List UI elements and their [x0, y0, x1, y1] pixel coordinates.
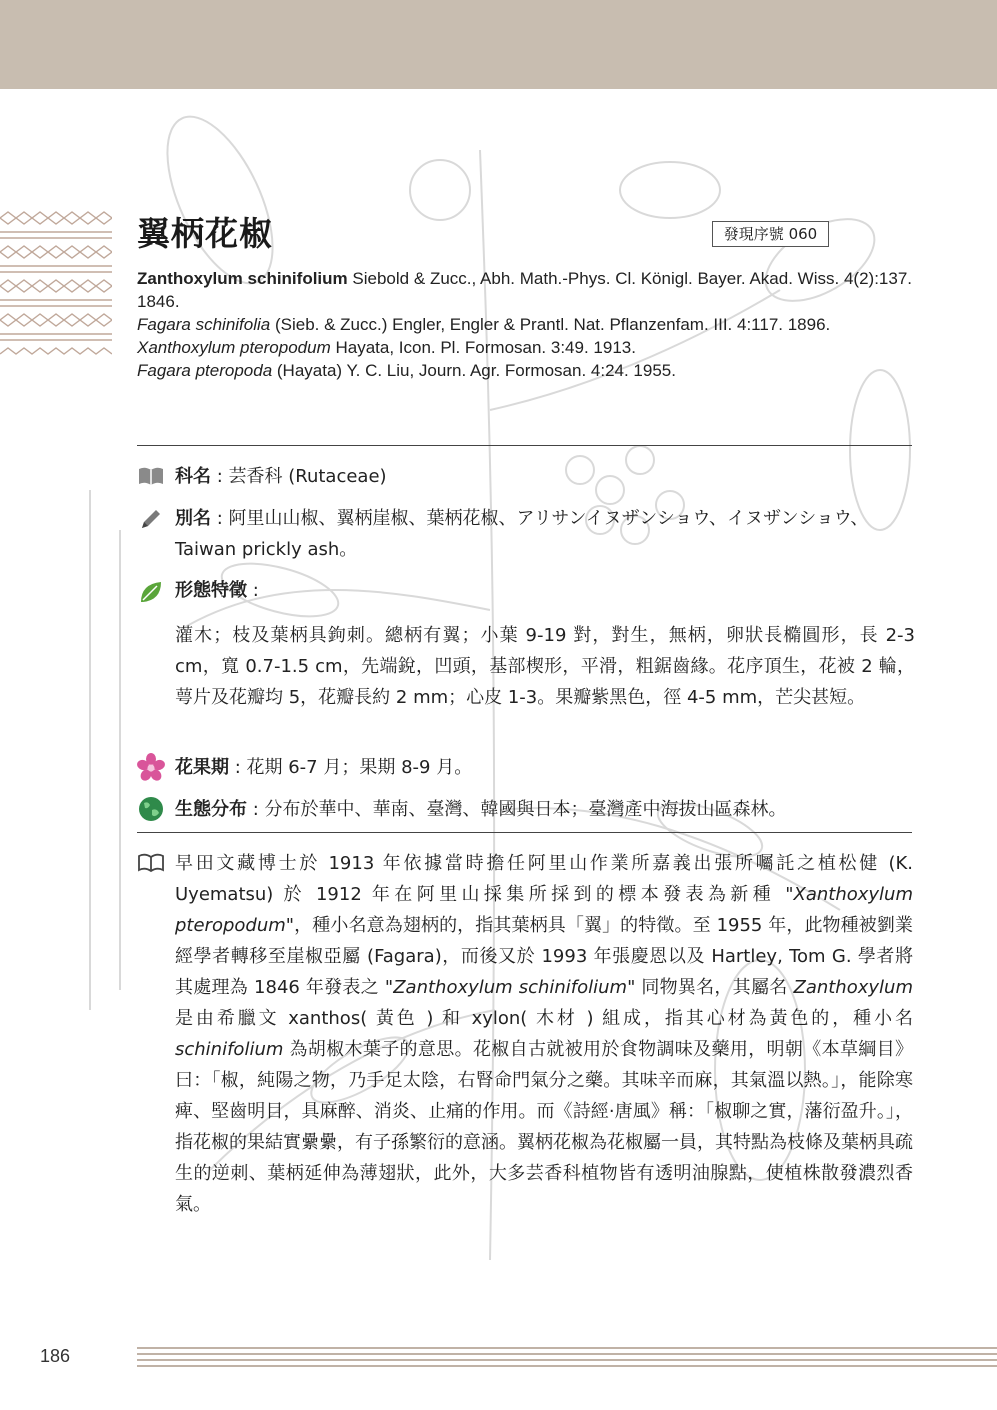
- citation-2: [137, 313, 912, 336]
- flower-icon: [137, 753, 165, 781]
- leaf-icon: [137, 578, 165, 606]
- essay-italic: Zanthoxylum: [793, 977, 913, 998]
- citation-name: Fagara pteropoda: [137, 361, 273, 380]
- essay-italic: schinifolium: [175, 1039, 284, 1060]
- essay-paragraph: [175, 848, 913, 1220]
- phenology-value: : 花期 6-7 月；果期 8-9 月。: [229, 757, 473, 778]
- divider-bottom: [137, 832, 912, 833]
- open-book-outline-icon: [137, 848, 165, 876]
- distribution-field: [175, 794, 915, 825]
- essay-segment: "，種小名意為翅柄的，指其葉柄具「翼」的特徵。至 1955 年，此物種被劉業經學者轉移至崖椒亞屬 (Fagara)，而後又於 1993 年張慶恩以及 Hartley, Tom G. 學者將其處理為 1846 年發表之 ": [175, 915, 913, 998]
- citation-detail: Siebold & Zucc., Abh. Math.-Phys. Cl. Königl. Bayer. Akad. Wiss. 4(2):137. 1846.: [137, 269, 913, 311]
- phenology-field: [175, 752, 915, 783]
- family-field: [175, 461, 915, 492]
- family-label: 科名: [175, 466, 211, 487]
- page-number: 186: [40, 1346, 71, 1366]
- morphology-text: 灌木；枝及葉柄具鉤刺。總柄有翼；小葉 9-19 對，對生，無柄，卵狀長橢圓形，長 2-3 cm，寬 0.7-1.5 cm，先端銳，凹頭，基部楔形，平滑，粗鋸齒緣。花序頂生，花被 2 輪，萼片及花瓣均 5，花瓣長約 2 mm；心皮 1-3。果瓣紫黑色，徑 4-5 mm，芒尖甚短。: [175, 625, 915, 708]
- morphology-label: 形態特徵: [175, 580, 247, 601]
- alias-label: 別名: [175, 508, 211, 529]
- nomenclature-citations: [137, 267, 912, 382]
- alias-field: [175, 503, 915, 565]
- phenology-label: 花果期: [175, 757, 229, 778]
- family-value: : 芸香科 (Rutaceae): [211, 466, 387, 487]
- distribution-value: : 分布於華中、華南、臺灣、韓國與日本；臺灣產中海拔山區森林。: [247, 799, 787, 820]
- essay-italic: Xanthoxylum pteropodum: [175, 884, 913, 936]
- citation-detail: (Sieb. & Zucc.) Engler, Engler & Prantl. Nat. Pflanzenfam. III. 4:117. 1896.: [270, 315, 831, 334]
- distribution-label: 生態分布: [175, 799, 247, 820]
- citation-4: [137, 359, 912, 382]
- citation-1: [137, 267, 912, 313]
- top-band: [0, 0, 997, 89]
- globe-icon: [137, 795, 165, 823]
- page-title: 翼柄花椒: [137, 214, 273, 253]
- morphology-field: [175, 575, 915, 606]
- alias-value: : 阿里山山椒、翼柄崖椒、葉柄花椒、アリサンイヌザンショウ、イヌザンショウ、Taiwan prickly ash。: [175, 508, 869, 560]
- essay-italic: Zanthoxylum schinifolium: [393, 977, 628, 998]
- morphology-colon: :: [247, 580, 259, 601]
- citation-detail: (Hayata) Y. C. Liu, Journ. Agr. Formosan. 4:24. 1955.: [272, 361, 676, 380]
- citation-3: [137, 336, 912, 359]
- decorative-ornament: [0, 210, 112, 360]
- pencil-icon: [137, 505, 165, 533]
- divider-top: [137, 445, 912, 446]
- essay-segment: " 同物異名，其屬名: [627, 977, 794, 998]
- citation-name: Fagara schinifolia: [137, 315, 271, 334]
- footer-lines: [137, 1346, 997, 1368]
- citation-name: Xanthoxylum pteropodum: [137, 338, 331, 357]
- essay-segment: 為胡椒木葉子的意思。花椒自古就被用於食物調味及藥用，明朝《本草綱目》曰：「椒，純陽之物，乃手足太陰，右腎命門氣分之藥。其味辛而麻，其氣溫以熱。」，能除寒痺、堅齒明目，具麻醉、消炎、止痛的作用。而《詩經·唐風》稱：「椒聊之實，藩衍盈升。」，指花椒的果結實纍纍，有子孫繁衍的意涵。翼柄花椒為花椒屬一員，其特點為枝條及葉柄具疏生的逆刺、葉柄延伸為薄翅狀，此外，大多芸香科植物皆有透明油腺點，使植株散發濃烈香氣。: [175, 1039, 913, 1215]
- citation-detail: Hayata, Icon. Pl. Formosan. 3:49. 1913.: [330, 338, 636, 357]
- discovery-number-badge: 發現序號 060: [712, 221, 829, 247]
- essay-segment: 早田文藏博士於 1913 年依據當時擔任阿里山作業所嘉義出張所囑託之植松健 (K. Uyematsu) 於 1912 年在阿里山採集所採到的標本發表為新種 ": [175, 853, 913, 905]
- essay-text: [175, 848, 913, 1220]
- essay-segment: 是由希臘文 xanthos( 黃色 ) 和 xylon( 木材 ) 組成，指其心材為黃色的，種小名: [175, 1008, 913, 1029]
- open-book-icon: [137, 462, 165, 490]
- citation-name: Zanthoxylum schinifolium: [137, 269, 348, 288]
